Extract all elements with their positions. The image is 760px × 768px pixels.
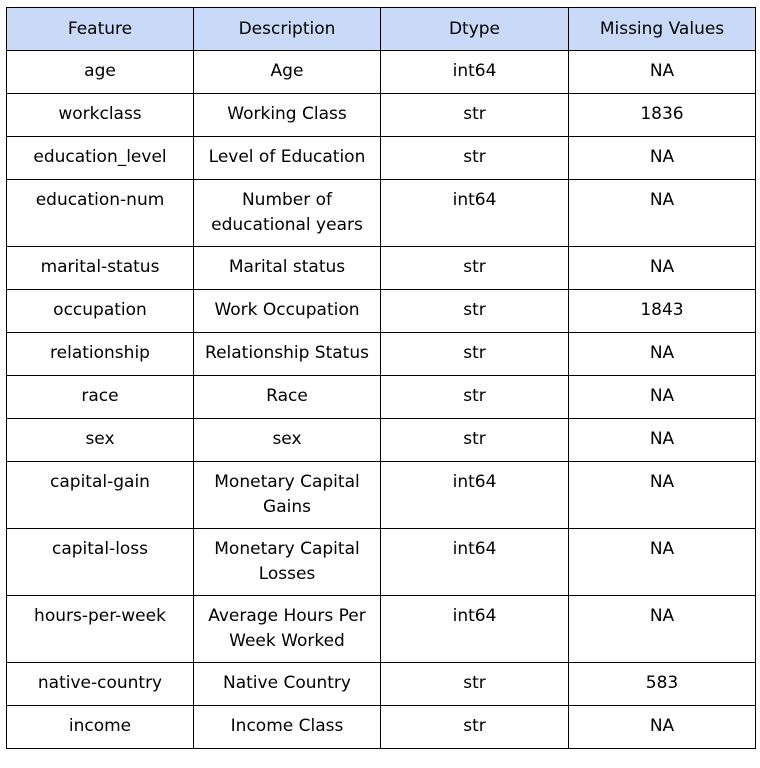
table-row	[7, 663, 756, 706]
table-row	[7, 51, 756, 94]
dtype-cell: str	[381, 663, 569, 706]
missing-values-cell: 1836	[569, 94, 756, 137]
description-cell: Monetary Capital Losses	[194, 529, 381, 596]
header-feature: Feature	[7, 8, 194, 51]
feature-cell: native-country	[7, 663, 194, 706]
table-row	[7, 137, 756, 180]
feature-cell: relationship	[7, 333, 194, 376]
description-cell: Work Occupation	[194, 290, 381, 333]
feature-cell: workclass	[7, 94, 194, 137]
feature-cell: sex	[7, 419, 194, 462]
dtype-cell: int64	[381, 596, 569, 663]
missing-values-cell: NA	[569, 247, 756, 290]
table-row	[7, 290, 756, 333]
table-row	[7, 706, 756, 749]
feature-table	[6, 7, 756, 749]
missing-values-cell: 583	[569, 663, 756, 706]
description-cell: Average Hours Per Week Worked	[194, 596, 381, 663]
dtype-cell: str	[381, 706, 569, 749]
dtype-cell: int64	[381, 51, 569, 94]
missing-values-cell: NA	[569, 706, 756, 749]
missing-values-cell: NA	[569, 333, 756, 376]
description-cell: Number of educational years	[194, 180, 381, 247]
feature-cell: age	[7, 51, 194, 94]
feature-cell: hours-per-week	[7, 596, 194, 663]
dtype-cell: str	[381, 419, 569, 462]
header-missing-values: Missing Values	[569, 8, 756, 51]
missing-values-cell: NA	[569, 180, 756, 247]
table-body	[7, 51, 756, 749]
description-cell: Age	[194, 51, 381, 94]
description-cell: Working Class	[194, 94, 381, 137]
missing-values-cell: NA	[569, 596, 756, 663]
missing-values-cell: NA	[569, 376, 756, 419]
table-row	[7, 376, 756, 419]
table-row	[7, 419, 756, 462]
table-row	[7, 333, 756, 376]
header-dtype: Dtype	[381, 8, 569, 51]
feature-cell: education-num	[7, 180, 194, 247]
table-row	[7, 462, 756, 529]
header-row	[7, 8, 756, 51]
dtype-cell: int64	[381, 180, 569, 247]
missing-values-cell: NA	[569, 51, 756, 94]
table-header	[7, 8, 756, 51]
missing-values-cell: 1843	[569, 290, 756, 333]
header-description: Description	[194, 8, 381, 51]
table-row	[7, 247, 756, 290]
missing-values-cell: NA	[569, 462, 756, 529]
missing-values-cell: NA	[569, 137, 756, 180]
missing-values-cell: NA	[569, 529, 756, 596]
dtype-cell: int64	[381, 462, 569, 529]
dtype-cell: str	[381, 247, 569, 290]
feature-cell: occupation	[7, 290, 194, 333]
table-row	[7, 94, 756, 137]
feature-cell: capital-loss	[7, 529, 194, 596]
description-cell: Race	[194, 376, 381, 419]
missing-values-cell: NA	[569, 419, 756, 462]
description-cell: Marital status	[194, 247, 381, 290]
description-cell: Native Country	[194, 663, 381, 706]
dtype-cell: str	[381, 290, 569, 333]
description-cell: sex	[194, 419, 381, 462]
description-cell: Monetary Capital Gains	[194, 462, 381, 529]
dtype-cell: str	[381, 376, 569, 419]
dtype-cell: str	[381, 333, 569, 376]
dtype-cell: str	[381, 137, 569, 180]
dtype-cell: int64	[381, 529, 569, 596]
feature-cell: education_level	[7, 137, 194, 180]
description-cell: Relationship Status	[194, 333, 381, 376]
feature-cell: capital-gain	[7, 462, 194, 529]
description-cell: Level of Education	[194, 137, 381, 180]
dtype-cell: str	[381, 94, 569, 137]
description-cell: Income Class	[194, 706, 381, 749]
table-row	[7, 529, 756, 596]
table-row	[7, 180, 756, 247]
table-row	[7, 596, 756, 663]
feature-cell: income	[7, 706, 194, 749]
feature-cell: marital-status	[7, 247, 194, 290]
feature-cell: race	[7, 376, 194, 419]
